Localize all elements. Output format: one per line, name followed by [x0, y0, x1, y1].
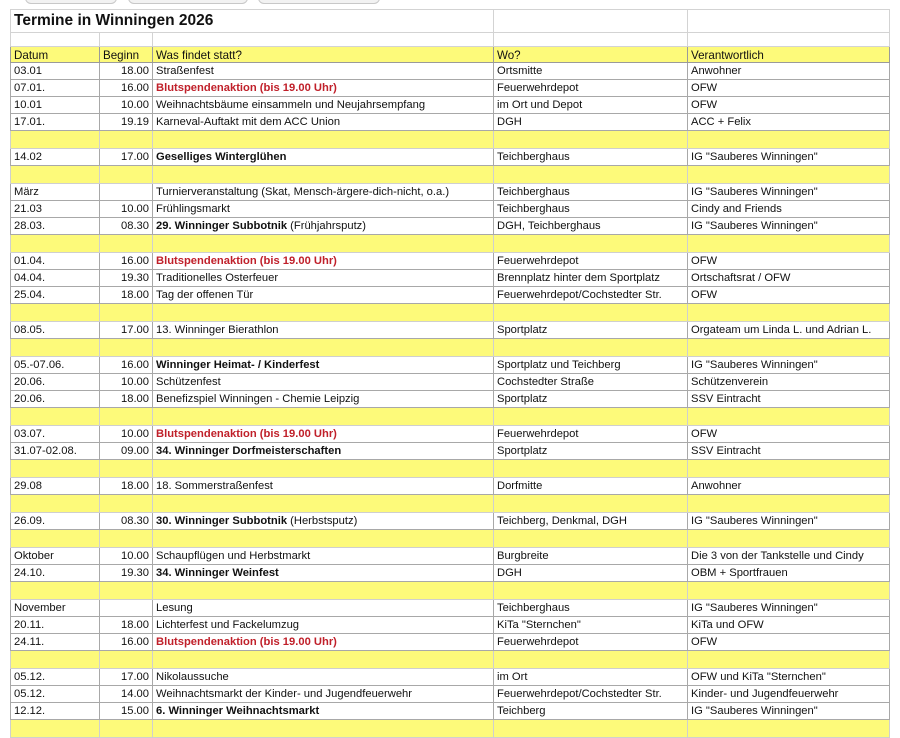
- time-cell[interactable]: 18.00: [100, 617, 153, 634]
- event-row: [11, 149, 890, 166]
- date-cell[interactable]: 28.03.: [11, 218, 100, 235]
- empty-cell[interactable]: [153, 582, 494, 600]
- event-row: [11, 322, 890, 339]
- event-title: 29. Winninger Subbotnik: [156, 220, 288, 232]
- date-cell[interactable]: 05.12.: [11, 686, 100, 703]
- event-row: [11, 565, 890, 582]
- event-cell[interactable]: [153, 443, 494, 460]
- event-row: [11, 426, 890, 443]
- empty-cell[interactable]: [153, 651, 494, 669]
- time-cell[interactable]: 19.30: [100, 270, 153, 287]
- empty-cell[interactable]: [494, 495, 688, 513]
- header-datum[interactable]: Datum: [11, 47, 100, 63]
- time-cell[interactable]: 18.00: [100, 391, 153, 408]
- date-cell[interactable]: 10.01: [11, 97, 100, 114]
- responsible-cell[interactable]: Anwohner: [688, 63, 890, 80]
- date-cell[interactable]: 12.12.: [11, 703, 100, 720]
- time-cell[interactable]: 18.00: [100, 63, 153, 80]
- empty-cell[interactable]: [100, 339, 153, 357]
- time-cell[interactable]: 09.00: [100, 443, 153, 460]
- event-cell[interactable]: [153, 703, 494, 720]
- event-cell[interactable]: [153, 426, 494, 443]
- empty-cell[interactable]: [688, 651, 890, 669]
- sheet-tab-strip: [0, 0, 900, 4]
- event-cell[interactable]: [153, 617, 494, 634]
- empty-cell[interactable]: [153, 720, 494, 738]
- event-note: (Frühjahrsputz): [287, 220, 367, 232]
- empty-cell[interactable]: [11, 235, 100, 253]
- empty-cell[interactable]: [688, 339, 890, 357]
- event-cell[interactable]: [153, 478, 494, 495]
- time-cell[interactable]: 16.00: [100, 357, 153, 374]
- date-cell[interactable]: 31.07-02.08.: [11, 443, 100, 460]
- separator-row: [11, 131, 890, 149]
- empty-cell[interactable]: [688, 720, 890, 738]
- empty-cell[interactable]: [100, 235, 153, 253]
- blank-row: [11, 33, 890, 47]
- separator-row: [11, 495, 890, 513]
- event-cell[interactable]: [153, 201, 494, 218]
- separator-row: [11, 235, 890, 253]
- event-title: Blutspendenaktion (bis 19.00 Uhr): [156, 82, 337, 94]
- event-row: [11, 548, 890, 565]
- empty-cell[interactable]: [100, 530, 153, 548]
- responsible-cell[interactable]: IG "Sauberes Winningen": [688, 600, 890, 617]
- event-row: [11, 686, 890, 703]
- empty-cell[interactable]: [153, 339, 494, 357]
- event-row: [11, 513, 890, 530]
- date-cell[interactable]: 20.06.: [11, 391, 100, 408]
- time-cell[interactable]: 16.00: [100, 80, 153, 97]
- location-cell[interactable]: Feuerwehrdepot: [494, 634, 688, 651]
- responsible-cell[interactable]: OFW: [688, 426, 890, 443]
- event-title: Schaupflügen und Herbstmarkt: [156, 550, 311, 562]
- location-cell[interactable]: im Ort und Depot: [494, 97, 688, 114]
- empty-cell[interactable]: [688, 408, 890, 426]
- responsible-cell[interactable]: OFW: [688, 80, 890, 97]
- responsible-cell[interactable]: IG "Sauberes Winningen": [688, 149, 890, 166]
- empty-cell[interactable]: [100, 33, 153, 47]
- event-row: [11, 374, 890, 391]
- date-cell[interactable]: 24.10.: [11, 565, 100, 582]
- event-note: (Herbstsputz): [287, 515, 358, 527]
- event-row: [11, 218, 890, 235]
- location-cell[interactable]: Sportplatz: [494, 391, 688, 408]
- empty-cell[interactable]: [494, 720, 688, 738]
- responsible-cell[interactable]: OFW und KiTa "Sternchen": [688, 669, 890, 686]
- location-cell[interactable]: Feuerwehrdepot/Cochstedter Str.: [494, 686, 688, 703]
- time-cell[interactable]: 10.00: [100, 374, 153, 391]
- empty-cell[interactable]: [494, 10, 688, 33]
- responsible-cell[interactable]: IG "Sauberes Winningen": [688, 357, 890, 374]
- time-cell[interactable]: 19.19: [100, 114, 153, 131]
- empty-cell[interactable]: [100, 720, 153, 738]
- empty-cell[interactable]: [688, 166, 890, 184]
- location-cell[interactable]: Dorfmitte: [494, 478, 688, 495]
- separator-row: [11, 582, 890, 600]
- header-verantwortlich[interactable]: Verantwortlich: [688, 47, 890, 63]
- empty-cell[interactable]: [153, 235, 494, 253]
- location-cell[interactable]: DGH: [494, 565, 688, 582]
- event-row: [11, 443, 890, 460]
- separator-row: [11, 339, 890, 357]
- event-row: [11, 287, 890, 304]
- event-row: [11, 80, 890, 97]
- separator-row: [11, 304, 890, 322]
- date-cell[interactable]: 03.01: [11, 63, 100, 80]
- empty-cell[interactable]: [494, 339, 688, 357]
- date-cell[interactable]: 29.08: [11, 478, 100, 495]
- event-title: Nikolaussuche: [156, 671, 229, 683]
- responsible-cell[interactable]: IG "Sauberes Winningen": [688, 703, 890, 720]
- empty-cell[interactable]: [688, 10, 890, 33]
- date-cell[interactable]: 20.06.: [11, 374, 100, 391]
- time-cell[interactable]: 08.30: [100, 218, 153, 235]
- date-cell[interactable]: 20.11.: [11, 617, 100, 634]
- event-row: [11, 634, 890, 651]
- title-row: [11, 10, 890, 33]
- time-cell[interactable]: 16.00: [100, 253, 153, 270]
- header-was[interactable]: Was findet statt?: [153, 47, 494, 63]
- empty-cell[interactable]: [688, 582, 890, 600]
- time-cell[interactable]: 15.00: [100, 703, 153, 720]
- time-cell[interactable]: 14.00: [100, 686, 153, 703]
- date-cell[interactable]: Oktober: [11, 548, 100, 565]
- event-cell[interactable]: [153, 374, 494, 391]
- date-cell[interactable]: November: [11, 600, 100, 617]
- time-cell[interactable]: 10.00: [100, 97, 153, 114]
- spreadsheet: [10, 9, 889, 738]
- event-title: Blutspendenaktion (bis 19.00 Uhr): [156, 255, 337, 267]
- event-cell[interactable]: [153, 287, 494, 304]
- header-row: [11, 47, 890, 63]
- event-cell[interactable]: [153, 218, 494, 235]
- event-cell[interactable]: [153, 548, 494, 565]
- date-cell[interactable]: 03.07.: [11, 426, 100, 443]
- location-cell[interactable]: Sportplatz: [494, 443, 688, 460]
- event-cell[interactable]: [153, 391, 494, 408]
- location-cell[interactable]: Brennplatz hinter dem Sportplatz: [494, 270, 688, 287]
- event-row: [11, 63, 890, 80]
- responsible-cell[interactable]: Anwohner: [688, 478, 890, 495]
- empty-cell[interactable]: [494, 582, 688, 600]
- responsible-cell[interactable]: KiTa und OFW: [688, 617, 890, 634]
- location-cell[interactable]: Teichberg, Denkmal, DGH: [494, 513, 688, 530]
- empty-cell[interactable]: [11, 460, 100, 478]
- separator-row: [11, 651, 890, 669]
- event-cell[interactable]: [153, 253, 494, 270]
- date-cell[interactable]: 05.-07.06.: [11, 357, 100, 374]
- responsible-cell[interactable]: OFW: [688, 253, 890, 270]
- location-cell[interactable]: DGH, Teichberghaus: [494, 218, 688, 235]
- event-row: [11, 184, 890, 201]
- date-cell[interactable]: 26.09.: [11, 513, 100, 530]
- empty-cell[interactable]: [688, 131, 890, 149]
- event-cell[interactable]: [153, 565, 494, 582]
- location-cell[interactable]: im Ort: [494, 669, 688, 686]
- empty-cell[interactable]: [153, 460, 494, 478]
- responsible-cell[interactable]: SSV Eintracht: [688, 443, 890, 460]
- empty-cell[interactable]: [688, 33, 890, 47]
- empty-cell[interactable]: [11, 339, 100, 357]
- empty-cell[interactable]: [494, 408, 688, 426]
- event-title: Tag der offenen Tür: [156, 289, 254, 301]
- event-cell[interactable]: [153, 63, 494, 80]
- event-row: [11, 357, 890, 374]
- responsible-cell[interactable]: OFW: [688, 634, 890, 651]
- event-title: Straßenfest: [156, 65, 214, 77]
- time-cell[interactable]: 17.00: [100, 669, 153, 686]
- event-title: Lichterfest und Fackelumzug: [156, 619, 300, 631]
- location-cell[interactable]: Cochstedter Straße: [494, 374, 688, 391]
- event-row: [11, 669, 890, 686]
- empty-cell[interactable]: [100, 495, 153, 513]
- event-title: 6. Winninger Weihnachtsmarkt: [156, 705, 320, 717]
- empty-cell[interactable]: [11, 720, 100, 738]
- empty-cell[interactable]: [100, 651, 153, 669]
- time-cell[interactable]: 16.00: [100, 634, 153, 651]
- empty-cell[interactable]: [11, 582, 100, 600]
- time-cell[interactable]: 17.00: [100, 322, 153, 339]
- responsible-cell[interactable]: SSV Eintracht: [688, 391, 890, 408]
- time-cell[interactable]: 17.00: [100, 149, 153, 166]
- empty-cell[interactable]: [11, 495, 100, 513]
- responsible-cell[interactable]: Schützenverein: [688, 374, 890, 391]
- date-cell[interactable]: 04.04.: [11, 270, 100, 287]
- sheet-tab[interactable]: [128, 0, 248, 4]
- empty-cell[interactable]: [11, 530, 100, 548]
- date-cell[interactable]: 24.11.: [11, 634, 100, 651]
- event-title: 34. Winninger Dorfmeisterschaften: [156, 445, 342, 457]
- event-title: 30. Winninger Subbotnik: [156, 515, 288, 527]
- location-cell[interactable]: KiTa "Sternchen": [494, 617, 688, 634]
- header-beginn[interactable]: Beginn: [100, 47, 153, 63]
- responsible-cell[interactable]: Cindy and Friends: [688, 201, 890, 218]
- separator-row: [11, 460, 890, 478]
- empty-cell[interactable]: [11, 304, 100, 322]
- date-cell[interactable]: 07.01.: [11, 80, 100, 97]
- date-cell[interactable]: 21.03: [11, 201, 100, 218]
- location-cell[interactable]: Teichberghaus: [494, 201, 688, 218]
- event-title: Schützenfest: [156, 376, 221, 388]
- event-row: [11, 97, 890, 114]
- event-row: [11, 201, 890, 218]
- empty-cell[interactable]: [11, 651, 100, 669]
- empty-cell[interactable]: [494, 304, 688, 322]
- location-cell[interactable]: Feuerwehrdepot: [494, 426, 688, 443]
- event-cell[interactable]: [153, 600, 494, 617]
- location-cell[interactable]: Teichberghaus: [494, 184, 688, 201]
- event-cell[interactable]: [153, 686, 494, 703]
- event-row: [11, 703, 890, 720]
- empty-cell[interactable]: [494, 235, 688, 253]
- responsible-cell[interactable]: OBM + Sportfrauen: [688, 565, 890, 582]
- responsible-cell[interactable]: ACC + Felix: [688, 114, 890, 131]
- empty-cell[interactable]: [100, 408, 153, 426]
- empty-cell[interactable]: [11, 408, 100, 426]
- empty-cell[interactable]: [494, 530, 688, 548]
- event-row: [11, 270, 890, 287]
- event-cell[interactable]: [153, 634, 494, 651]
- responsible-cell[interactable]: IG "Sauberes Winningen": [688, 218, 890, 235]
- event-cell[interactable]: [153, 97, 494, 114]
- time-cell[interactable]: 10.00: [100, 548, 153, 565]
- event-title: Traditionelles Osterfeuer: [156, 272, 279, 284]
- date-cell[interactable]: 08.05.: [11, 322, 100, 339]
- event-cell[interactable]: [153, 357, 494, 374]
- separator-row: [11, 530, 890, 548]
- event-title: Winninger Heimat- / Kinderfest: [156, 359, 320, 371]
- event-title: 13. Winninger Bierathlon: [156, 324, 279, 336]
- event-title: Karneval-Auftakt mit dem ACC Union: [156, 116, 341, 128]
- event-title: 34. Winninger Weinfest: [156, 567, 279, 579]
- responsible-cell[interactable]: Orgateam um Linda L. und Adrian L.: [688, 322, 890, 339]
- event-row: [11, 617, 890, 634]
- event-title: Benefizspiel Winningen - Chemie Leipzig: [156, 393, 360, 405]
- event-row: [11, 114, 890, 131]
- date-cell[interactable]: 05.12.: [11, 669, 100, 686]
- location-cell[interactable]: Burgbreite: [494, 548, 688, 565]
- event-cell[interactable]: [153, 513, 494, 530]
- responsible-cell[interactable]: IG "Sauberes Winningen": [688, 184, 890, 201]
- time-cell[interactable]: 19.30: [100, 565, 153, 582]
- empty-cell[interactable]: [494, 166, 688, 184]
- location-cell[interactable]: Teichberg: [494, 703, 688, 720]
- empty-cell[interactable]: [688, 460, 890, 478]
- empty-cell[interactable]: [11, 131, 100, 149]
- event-title: Geselliges Winterglühen: [156, 151, 287, 163]
- event-cell[interactable]: [153, 322, 494, 339]
- empty-cell[interactable]: [11, 166, 100, 184]
- date-cell[interactable]: März: [11, 184, 100, 201]
- event-title: Weihnachtsbäume einsammeln und Neujahrsempfang: [156, 99, 426, 111]
- date-cell[interactable]: 17.01.: [11, 114, 100, 131]
- responsible-cell[interactable]: IG "Sauberes Winningen": [688, 513, 890, 530]
- event-title: Frühlingsmarkt: [156, 203, 230, 215]
- responsible-cell[interactable]: OFW: [688, 287, 890, 304]
- location-cell[interactable]: Teichberghaus: [494, 600, 688, 617]
- location-cell[interactable]: Feuerwehrdepot/Cochstedter Str.: [494, 287, 688, 304]
- location-cell[interactable]: Feuerwehrdepot: [494, 253, 688, 270]
- event-title: Turnierveranstaltung (Skat, Mensch-ärgere-dich-nicht, o.a.): [156, 186, 450, 198]
- empty-cell[interactable]: [494, 131, 688, 149]
- empty-cell[interactable]: [688, 530, 890, 548]
- time-cell[interactable]: 10.00: [100, 426, 153, 443]
- location-cell[interactable]: Teichberghaus: [494, 149, 688, 166]
- empty-cell[interactable]: [688, 304, 890, 322]
- date-cell[interactable]: 14.02: [11, 149, 100, 166]
- header-wo[interactable]: Wo?: [494, 47, 688, 63]
- sheet-tab[interactable]: [258, 0, 380, 4]
- time-cell[interactable]: 10.00: [100, 201, 153, 218]
- event-cell[interactable]: [153, 270, 494, 287]
- empty-cell[interactable]: [100, 460, 153, 478]
- event-title: Blutspendenaktion (bis 19.00 Uhr): [156, 428, 337, 440]
- empty-cell[interactable]: [494, 460, 688, 478]
- time-cell[interactable]: 18.00: [100, 287, 153, 304]
- empty-cell[interactable]: [11, 33, 100, 47]
- empty-cell[interactable]: [688, 235, 890, 253]
- empty-cell[interactable]: [100, 166, 153, 184]
- event-row: [11, 478, 890, 495]
- time-cell[interactable]: 18.00: [100, 478, 153, 495]
- empty-cell[interactable]: [153, 304, 494, 322]
- event-title: 18. Sommerstraßenfest: [156, 480, 273, 492]
- event-row: [11, 391, 890, 408]
- title-cell[interactable]: [11, 10, 494, 33]
- time-cell[interactable]: [100, 184, 153, 201]
- date-cell[interactable]: 01.04.: [11, 253, 100, 270]
- event-cell[interactable]: [153, 80, 494, 97]
- date-cell[interactable]: 25.04.: [11, 287, 100, 304]
- event-cell[interactable]: [153, 669, 494, 686]
- location-cell[interactable]: Sportplatz: [494, 322, 688, 339]
- empty-cell[interactable]: [153, 495, 494, 513]
- empty-cell[interactable]: [153, 166, 494, 184]
- empty-cell[interactable]: [494, 33, 688, 47]
- responsible-cell[interactable]: Ortschaftsrat / OFW: [688, 270, 890, 287]
- event-row: [11, 253, 890, 270]
- location-cell[interactable]: Ortsmitte: [494, 63, 688, 80]
- schedule-table: [10, 9, 890, 738]
- location-cell[interactable]: DGH: [494, 114, 688, 131]
- responsible-cell[interactable]: Die 3 von der Tankstelle und Cindy: [688, 548, 890, 565]
- time-cell[interactable]: 08.30: [100, 513, 153, 530]
- event-title: Weihnachtsmarkt der Kinder- und Jugendfeuerwehr: [156, 688, 413, 700]
- empty-cell[interactable]: [153, 131, 494, 149]
- empty-cell[interactable]: [153, 408, 494, 426]
- responsible-cell[interactable]: Kinder- und Jugendfeuerwehr: [688, 686, 890, 703]
- separator-row: [11, 408, 890, 426]
- event-title: Lesung: [156, 602, 193, 614]
- empty-cell[interactable]: [153, 33, 494, 47]
- location-cell[interactable]: Feuerwehrdepot: [494, 80, 688, 97]
- separator-row: [11, 166, 890, 184]
- empty-cell[interactable]: [688, 495, 890, 513]
- empty-cell[interactable]: [100, 582, 153, 600]
- event-cell[interactable]: [153, 149, 494, 166]
- separator-row: [11, 720, 890, 738]
- page-title: Termine in Winningen 2026: [14, 12, 214, 29]
- location-cell[interactable]: Sportplatz und Teichberg: [494, 357, 688, 374]
- event-title: Blutspendenaktion (bis 19.00 Uhr): [156, 636, 337, 648]
- empty-cell[interactable]: [100, 131, 153, 149]
- event-cell[interactable]: [153, 114, 494, 131]
- responsible-cell[interactable]: OFW: [688, 97, 890, 114]
- empty-cell[interactable]: [153, 530, 494, 548]
- empty-cell[interactable]: [494, 651, 688, 669]
- event-cell[interactable]: [153, 184, 494, 201]
- empty-cell[interactable]: [100, 304, 153, 322]
- time-cell[interactable]: [100, 600, 153, 617]
- event-row: [11, 600, 890, 617]
- sheet-tab[interactable]: [25, 0, 117, 4]
